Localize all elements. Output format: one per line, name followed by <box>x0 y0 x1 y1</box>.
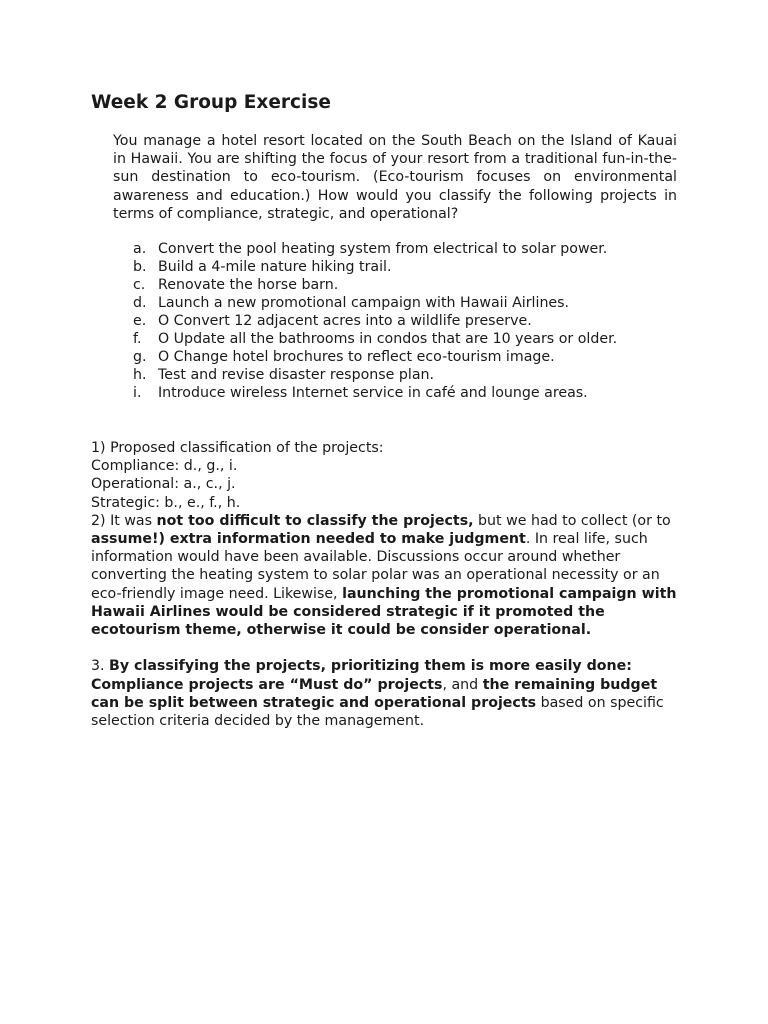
strategic-line: Strategic: b., e., f., h. <box>91 494 241 511</box>
list-letter: b. <box>133 259 147 275</box>
list-letter: e. <box>133 313 147 329</box>
answer-2-text: but we had to collect (or to <box>473 512 671 529</box>
list-letter: h. <box>133 367 147 383</box>
list-item-text: Introduce wireless Internet service in café and lounge areas. <box>158 385 588 401</box>
list-item-text: Renovate the horse barn. <box>158 277 339 293</box>
answer-2-bold: not too difficult to classify the projects, <box>156 512 474 529</box>
answer-3-text: 3. <box>91 658 110 675</box>
answer-2-text: . In real life, such information would have been available. Discussions occur around whether converting the heating system to solar polar was an operational necessity or an eco-friendly image need. Likewise, <box>91 531 660 602</box>
answer-2-text: 2) It was <box>91 512 157 529</box>
list-item-text: O Update all the bathrooms in condos that are 10 years or older. <box>158 331 618 347</box>
answer-3-paragraph <box>91 657 679 730</box>
answer-3-bold: By classifying the projects, prioritizing them is more easily done: Compliance projects are “Must do” projects <box>91 658 632 693</box>
list-item-text: O Convert 12 adjacent acres into a wildlife preserve. <box>158 313 532 329</box>
list-letter: c. <box>133 277 146 293</box>
project-list <box>113 240 679 402</box>
list-item <box>113 366 679 384</box>
compliance-line: Compliance: d., g., i. <box>91 458 238 475</box>
paragraph-spacer <box>91 639 679 657</box>
list-item-text: Build a 4-mile nature hiking trail. <box>158 259 392 275</box>
list-item-text: Convert the pool heating system from electrical to solar power. <box>158 241 608 257</box>
list-letter: a. <box>133 241 147 257</box>
page-title: Week 2 Group Exercise <box>91 92 331 113</box>
classification-heading: 1) Proposed classification of the projects: <box>91 440 384 456</box>
answer-3-text: based on specific selection criteria decided by the management. <box>91 694 664 730</box>
answer-3-text: , and <box>442 676 483 693</box>
list-item-text: Test and revise disaster response plan. <box>158 367 435 383</box>
list-item-text: O Change hotel brochures to reflect eco-tourism image. <box>158 349 555 365</box>
list-item <box>113 294 679 312</box>
list-letter: d. <box>133 295 147 311</box>
list-letter: g. <box>133 349 147 365</box>
answer-2-bold: assume!) extra information needed to make judgment <box>91 531 526 548</box>
answer-3-bold: the remaining budget can be split between strategic and operational projects <box>91 676 658 711</box>
list-item <box>113 384 679 402</box>
answer-2-bold: launching the promotional campaign with Hawaii Airlines would be considered strategic if it promoted the ecotourism theme, otherwise it could be consider operational. <box>91 585 677 639</box>
list-item <box>113 258 679 276</box>
intro-paragraph: You manage a hotel resort located on the South Beach on the Island of Kauai in Hawaii. You are shifting the focus of your resort from a traditional fun-in-the-sun destination to eco-tourism. (Eco-tourism focuses on environmental awareness and education.) How would you classify the following projects in terms of compliance, strategic, and operational? <box>113 133 677 222</box>
operational-line: Operational: a., c., j. <box>91 476 236 493</box>
list-item <box>113 348 679 366</box>
list-item <box>113 312 679 330</box>
answer-2-paragraph <box>91 512 679 639</box>
list-letter: i. <box>133 385 142 401</box>
list-item <box>113 240 679 258</box>
list-item <box>113 330 679 348</box>
list-item-text: Launch a new promotional campaign with Hawaii Airlines. <box>158 295 570 311</box>
list-letter: f. <box>133 331 142 347</box>
answers-section <box>91 439 679 730</box>
list-item <box>113 276 679 294</box>
